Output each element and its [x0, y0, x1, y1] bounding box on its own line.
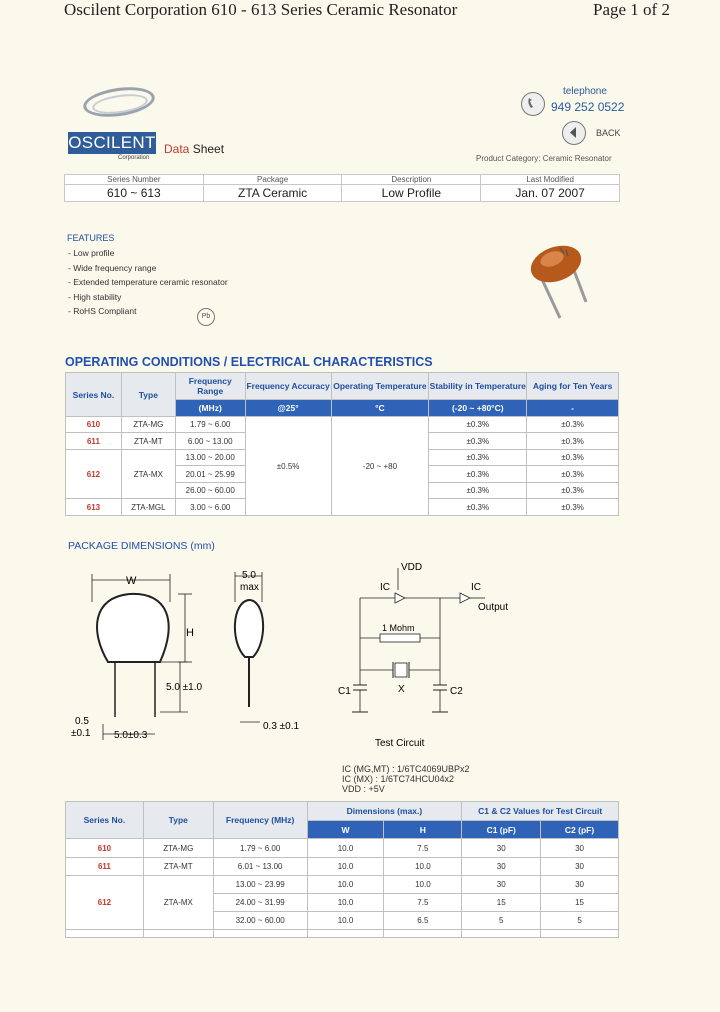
ic2-label: IC	[471, 582, 481, 593]
dim-lead-thickness: 0.3 ±0.1	[263, 721, 300, 732]
operating-table	[65, 372, 619, 516]
dim-lead-length: 5.0 ±1.0	[166, 682, 203, 693]
meta-value-modified: Jan. 07 2007	[481, 185, 620, 202]
table-row: 610 ZTA-MG 1.79 ~ 6.00 10.0 7.5 30 30	[66, 839, 619, 858]
col-header: Dimensions (max.)	[307, 802, 462, 821]
table-row: 32.00 ~ 60.00 10.0 6.5 5 5	[66, 912, 619, 930]
logo-brand: OSCILENT	[68, 133, 156, 152]
product-meta-table	[64, 174, 620, 202]
back-arrow-icon[interactable]	[562, 121, 586, 145]
resistor-label: 1 Mohm	[382, 623, 415, 633]
telephone-number[interactable]: 949 252 0522	[551, 100, 625, 114]
meta-header: Description	[342, 175, 481, 185]
dim-lead-width: 0.5	[75, 716, 89, 727]
c2-label: C2	[450, 686, 463, 697]
table-row: 24.00 ~ 31.99 10.0 7.5 15 15	[66, 894, 619, 912]
col-header: Series No.	[66, 373, 122, 417]
dim-lead-width-tol: ±0.1	[71, 728, 91, 739]
dim-w-label: W	[126, 575, 137, 587]
col-header: C1 & C2 Values for Test Circuit	[462, 802, 619, 821]
sheet-word: Sheet	[192, 142, 225, 156]
vdd-label: VDD	[401, 562, 423, 573]
operating-section-title: OPERATING CONDITIONS / ELECTRICAL CHARACTERISTICS	[65, 355, 433, 369]
output-label: Output	[478, 602, 509, 613]
data-word: Data	[164, 142, 190, 156]
document-title: Oscilent Corporation 610 - 613 Series Ceramic Resonator	[64, 0, 458, 19]
meta-value-description: Low Profile	[342, 185, 481, 202]
sub-header: H	[384, 821, 462, 839]
table-row: 612 ZTA-MX 13.00 ~ 20.00 ±0.3% ±0.3%	[66, 450, 619, 466]
accuracy-cell: ±0.5%	[245, 417, 331, 516]
meta-header: Package	[203, 175, 342, 185]
telephone-icon[interactable]	[521, 92, 545, 116]
meta-header: Last Modified	[481, 175, 620, 185]
col-header: Frequency (MHz)	[213, 802, 307, 839]
package-dimension-drawing	[60, 562, 350, 752]
unit-header: (-20 ~ +80°C)	[429, 400, 527, 417]
logo-corporation: Corporation	[118, 155, 150, 161]
table-row: 613 ZTA-MGL 3.00 ~ 6.00 ±0.3% ±0.3%	[66, 499, 619, 516]
col-header: Operating Temperature	[331, 373, 429, 400]
features-title: FEATURES	[67, 233, 115, 243]
table-row-empty	[66, 930, 619, 938]
unit-header: @25°	[245, 400, 331, 417]
col-header: Series No.	[66, 802, 144, 839]
feature-item: - Low profile	[68, 248, 115, 258]
page-number: Page 1 of 2	[593, 0, 670, 19]
col-header: Type	[143, 802, 213, 839]
col-header: Frequency Range	[175, 373, 245, 400]
table-row: 611 ZTA-MT 6.01 ~ 13.00 10.0 10.0 30 30	[66, 858, 619, 876]
unit-header: °C	[331, 400, 429, 417]
feature-item: - Extended temperature ceramic resonator	[68, 277, 228, 287]
dimensions-table	[65, 801, 619, 938]
circuit-notes	[342, 764, 470, 794]
dim-side-max-value: 5.0	[242, 570, 256, 581]
product-category: Product Category: Ceramic Resonator	[476, 154, 612, 163]
sub-header: C2 (pF)	[541, 821, 619, 839]
unit-header: (MHz)	[175, 400, 245, 417]
note-line: VDD : +5V	[342, 784, 385, 794]
back-link[interactable]: BACK	[596, 128, 621, 138]
col-header: Frequency Accuracy	[245, 373, 331, 400]
temperature-cell: -20 ~ +80	[331, 417, 429, 516]
circuit-caption: Test Circuit	[375, 738, 425, 749]
col-header: Aging for Ten Years	[527, 373, 619, 400]
dim-h-label: H	[186, 627, 194, 639]
meta-value-package: ZTA Ceramic	[203, 185, 342, 202]
col-header: Stability in Temperature	[429, 373, 527, 400]
rohs-pb-free-icon: Pb	[197, 308, 215, 326]
table-row: 26.00 ~ 60.00 ±0.3% ±0.3%	[66, 483, 619, 499]
feature-item: - RoHS Compliant	[68, 306, 137, 316]
sub-header: W	[307, 821, 384, 839]
feature-item: - High stability	[68, 291, 122, 302]
table-row: 20.01 ~ 25.99 ±0.3% ±0.3%	[66, 466, 619, 483]
ic1-label: IC	[380, 582, 390, 593]
resonator-product-image	[520, 240, 600, 325]
data-sheet-label	[164, 142, 224, 156]
note-line: IC (MX) : 1/6TC74HCU04x2	[342, 774, 455, 784]
meta-value-series: 610 ~ 613	[65, 185, 204, 202]
test-circuit-diagram	[335, 560, 525, 755]
dim-side-max-label: max	[240, 582, 259, 593]
table-row: 611 ZTA-MT 6.00 ~ 13.00 ±0.3% ±0.3%	[66, 433, 619, 450]
crystal-label: X	[398, 684, 405, 695]
col-header: Type	[121, 373, 175, 417]
table-row: 612 ZTA-MX 13.00 ~ 23.99 10.0 10.0 30 30	[66, 876, 619, 894]
sub-header: C1 (pF)	[462, 821, 541, 839]
c1-label: C1	[338, 686, 351, 697]
unit-header: -	[527, 400, 619, 417]
package-section-title: PACKAGE DIMENSIONS (mm)	[68, 540, 215, 552]
meta-header: Series Number	[65, 175, 204, 185]
note-line: IC (MG,MT) : 1/6TC4069UBPx2	[342, 764, 470, 774]
telephone-label: telephone	[563, 86, 607, 97]
dim-pitch: 5.0±0.3	[114, 730, 148, 741]
table-row: 610 ZTA-MG 1.79 ~ 6.00 ±0.5% -20 ~ +80 ±0.3% ±0.3%	[66, 417, 619, 433]
feature-item: - Wide frequency range	[68, 262, 157, 273]
